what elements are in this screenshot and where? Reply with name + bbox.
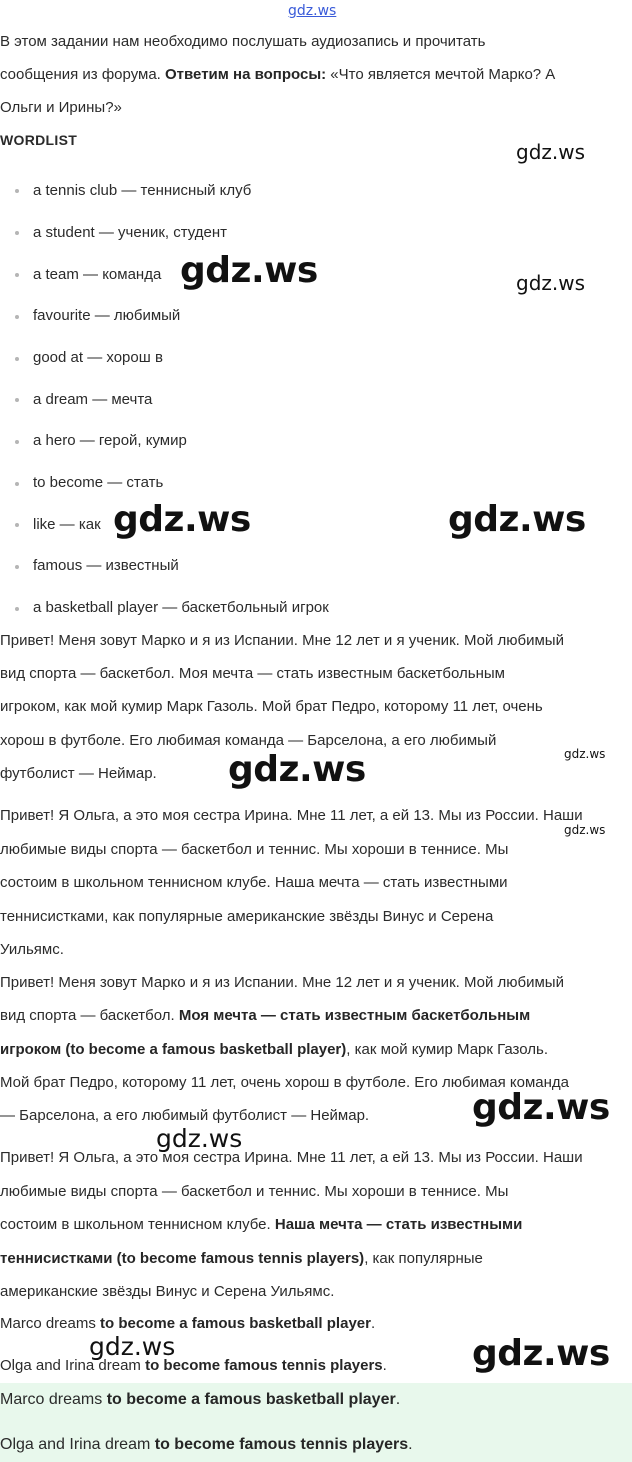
task-line-2: сообщения из форума. Ответим на вопросы: «Что является мечтой Марко? А xyxy=(0,66,556,83)
text-line: — Барселона, а его любимый футболист — Неймар. xyxy=(0,1107,370,1124)
bullet-icon xyxy=(15,565,19,569)
watermark-label: gdz.ws xyxy=(180,250,318,291)
task-line-1: В этом задании нам необходимо послушать аудиозапись и прочитать xyxy=(0,33,486,50)
list-item: good at — хорош в xyxy=(33,349,163,366)
text-line: состоим в школьном теннисном клубе. Наша мечта — стать известными xyxy=(0,874,508,891)
watermark-label: gdz.ws xyxy=(564,747,606,761)
text-line: состоим в школьном теннисном клубе. Наша мечта — стать известными xyxy=(0,1216,523,1233)
text-line: любимые виды спорта — баскетбол и теннис. Мы хороши в теннисе. Мы xyxy=(0,1183,509,1200)
text-line: любимые виды спорта — баскетбол и теннис. Мы хороши в теннисе. Мы xyxy=(0,841,509,858)
text-line: футболист — Неймар. xyxy=(0,765,157,782)
text-line: Мой брат Педро, которому 11 лет, очень хорош в футболе. Его любимая команда xyxy=(0,1074,569,1091)
watermark-label: gdz.ws xyxy=(472,1087,610,1128)
watermark-label: gdz.ws xyxy=(448,499,586,540)
watermark-label: gdz.ws xyxy=(516,140,586,164)
list-item: like — как xyxy=(33,516,101,533)
list-item: a tennis club — теннисный клуб xyxy=(33,182,252,199)
text-line: Привет! Я Ольга, а это моя сестра Ирина. Мне 11 лет, а ей 13. Мы из России. Наши xyxy=(0,1149,583,1166)
text-line: теннисистками, как популярные американские звёзды Винус и Серена xyxy=(0,908,494,925)
bullet-icon xyxy=(15,231,19,235)
final-answer-marco: Marco dreams to become a famous basketball player. xyxy=(0,1391,401,1408)
bullet-icon xyxy=(15,357,19,361)
watermark-label: gdz.ws xyxy=(113,499,251,540)
text-line: Привет! Меня зовут Марко и я из Испании. Мне 12 лет и я ученик. Мой любимый xyxy=(0,974,564,991)
list-item: a hero — герой, кумир xyxy=(33,432,187,449)
text-line: теннисистками (to become famous tennis players), как популярные xyxy=(0,1250,483,1267)
text-line: хорош в футболе. Его любимая команда — Барселона, а его любимый xyxy=(0,732,497,749)
bullet-icon xyxy=(15,440,19,444)
text-line: вид спорта — баскетбол. Моя мечта — стать известным баскетбольным xyxy=(0,1007,531,1024)
watermark-label: gdz.ws xyxy=(516,271,586,295)
watermark-label: gdz.ws xyxy=(89,1332,176,1361)
text-line: вид спорта — баскетбол. Моя мечта — стать известным баскетбольным xyxy=(0,665,505,682)
wordlist-heading: WORDLIST xyxy=(0,132,78,148)
text-line: игроком (to become a famous basketball player), как мой кумир Марк Газоль. xyxy=(0,1041,549,1058)
list-item: favourite — любимый xyxy=(33,307,181,324)
list-item: a student — ученик, студент xyxy=(33,224,228,241)
bullet-icon xyxy=(15,482,19,486)
watermark-label: gdz.ws xyxy=(156,1124,243,1153)
list-item: famous — известный xyxy=(33,557,179,574)
text-line: Привет! Я Ольга, а это моя сестра Ирина. Мне 11 лет, а ей 13. Мы из России. Наши xyxy=(0,807,583,824)
text-line: Привет! Меня зовут Марко и я из Испании. Мне 12 лет и я ученик. Мой любимый xyxy=(0,632,564,649)
answer-olga-irina: Olga and Irina dream to become famous tennis players. xyxy=(0,1357,387,1374)
list-item: a dream — мечта xyxy=(33,391,153,408)
watermark-label: gdz.ws xyxy=(228,749,366,790)
bullet-icon xyxy=(15,523,19,527)
bullet-icon xyxy=(15,189,19,193)
watermark-label: gdz.ws xyxy=(564,823,606,837)
list-item: a basketball player — баскетбольный игрок xyxy=(33,599,329,616)
watermark-label: gdz.ws xyxy=(472,1333,610,1374)
list-item: a team — команда xyxy=(33,266,162,283)
bullet-icon xyxy=(15,398,19,402)
text-line: Уильямс. xyxy=(0,941,64,958)
bullet-icon xyxy=(15,273,19,277)
bullet-icon xyxy=(15,607,19,611)
list-item: to become — стать xyxy=(33,474,164,491)
watermark-top-link[interactable]: gdz.ws xyxy=(288,3,337,19)
answer-marco: Marco dreams to become a famous basketball player. xyxy=(0,1315,376,1332)
final-answer-olga-irina: Olga and Irina dream to become famous tennis players. xyxy=(0,1436,413,1453)
bullet-icon xyxy=(15,315,19,319)
task-line-3: Ольги и Ирины?» xyxy=(0,99,122,116)
text-line: игроком, как мой кумир Марк Газоль. Мой брат Педро, которому 11 лет, очень xyxy=(0,698,543,715)
text-line: американские звёзды Винус и Серена Уильямс. xyxy=(0,1283,335,1300)
